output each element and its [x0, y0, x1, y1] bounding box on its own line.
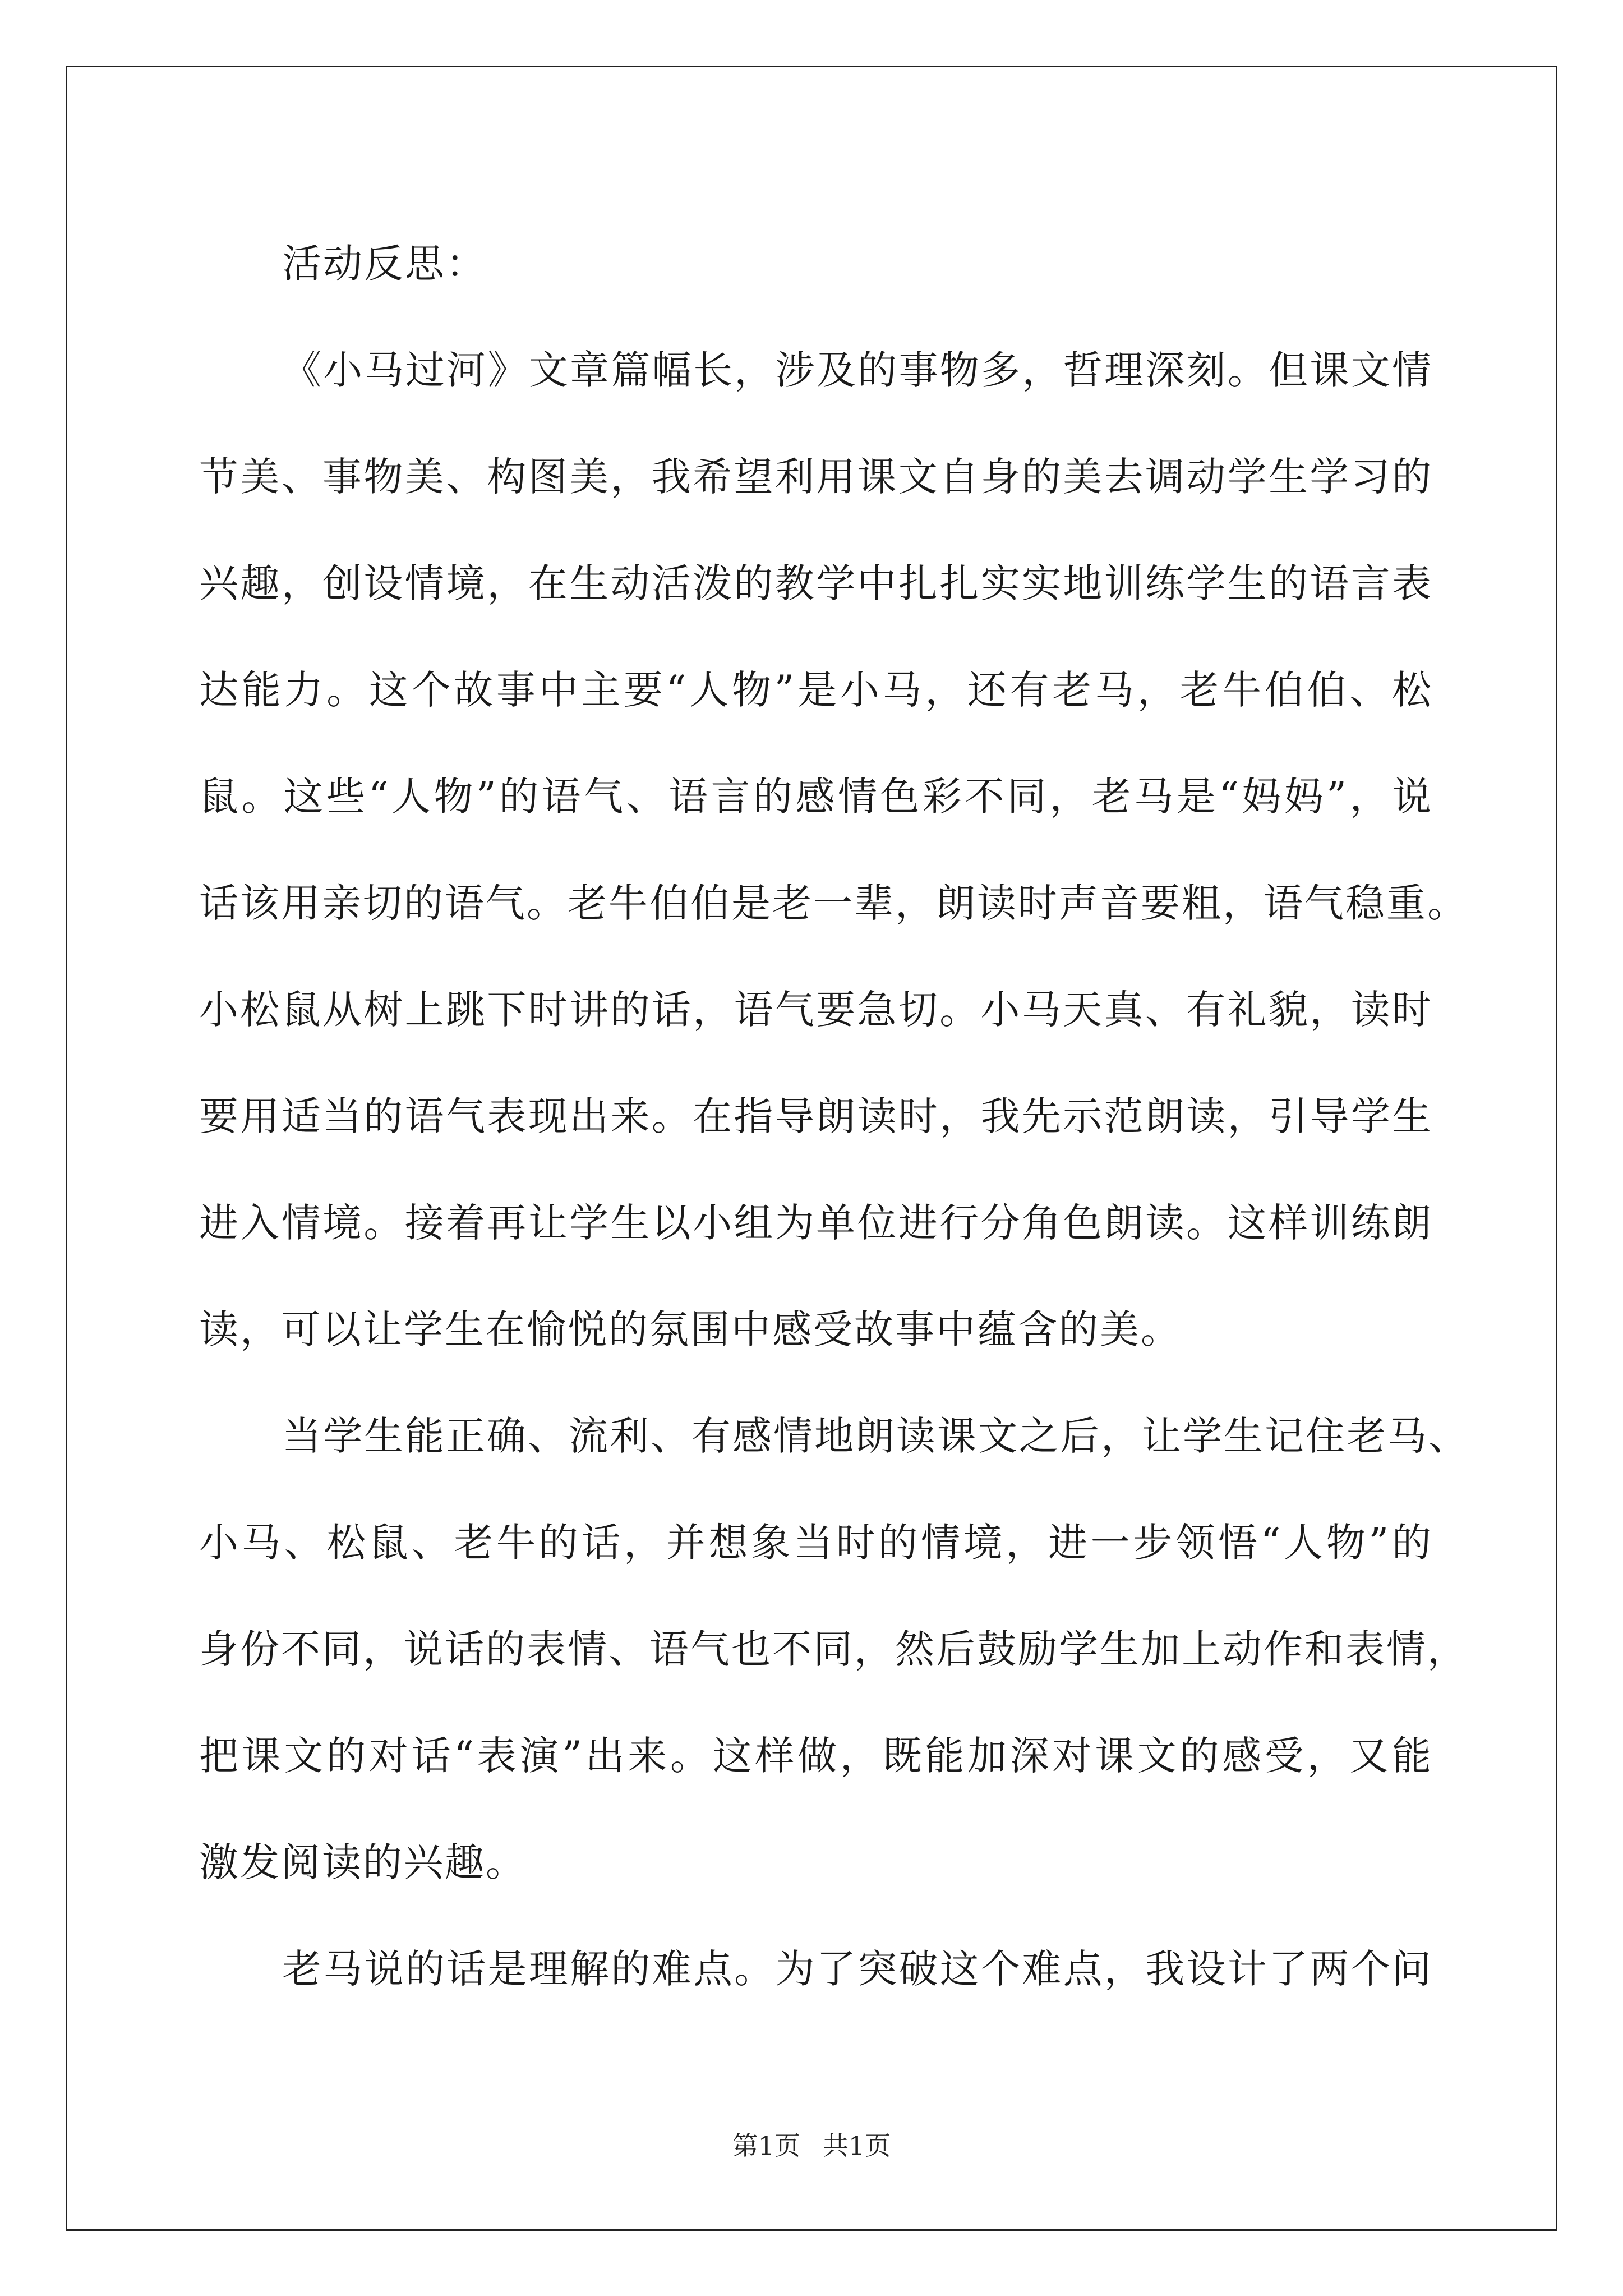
text-line: 话该用亲切的语气。老牛伯伯是老一辈，朗读时声音要粗，语气稳重。 — [199, 880, 1468, 926]
document-body — [199, 210, 1469, 2022]
text-line: 要用适当的语气表现出来。在指导朗读时，我先示范朗读，引导学生 — [199, 1093, 1433, 1139]
text-line: 老马说的话是理解的难点。为了突破这个难点，我设计了两个问 — [282, 1946, 1433, 1992]
text-line: 激发阅读的兴趣。 — [199, 1839, 527, 1885]
text-line: 身份不同，说话的表情、语气也不同，然后鼓励学生加上动作和表情， — [199, 1626, 1468, 1672]
text-line: 当学生能正确、流利、有感情地朗读课文之后，让学生记住老马、 — [282, 1413, 1469, 1459]
text-line: 达能力。这个故事中主要“人物”是小马，还有老马，老牛伯伯、松 — [199, 667, 1433, 713]
page-footer — [0, 2129, 1623, 2162]
page-total: 共1页 — [823, 2131, 891, 2161]
text-line: 把课文的对话“表演”出来。这样做，既能加深对课文的感受，又能 — [199, 1733, 1433, 1779]
text-line: 进入情境。接着再让学生以小组为单位进行分角色朗读。这样训练朗 — [199, 1200, 1433, 1246]
text-line: 小马、松鼠、老牛的话，并想象当时的情境，进一步领悟“人物”的 — [199, 1520, 1433, 1566]
text-line: 小松鼠从树上跳下时讲的话，语气要急切。小马天真、有礼貌，读时 — [199, 987, 1433, 1033]
text-line: 活动反思： — [282, 241, 487, 287]
text-line: 读，可以让学生在愉悦的氛围中感受故事中蕴含的美。 — [199, 1306, 1182, 1352]
text-line: 兴趣，创设情境，在生动活泼的教学中扎扎实实地训练学生的语言表 — [199, 560, 1433, 606]
text-line: 鼠。这些“人物”的语气、语言的感情色彩不同，老马是“妈妈”，说 — [199, 774, 1433, 820]
text-line: 节美、事物美、构图美，我希望利用课文自身的美去调动学生学习的 — [199, 454, 1433, 500]
text-line: 《小马过河》文章篇幅长，涉及的事物多，哲理深刻。但课文情 — [282, 347, 1433, 393]
page-number: 第1页 — [732, 2131, 800, 2161]
